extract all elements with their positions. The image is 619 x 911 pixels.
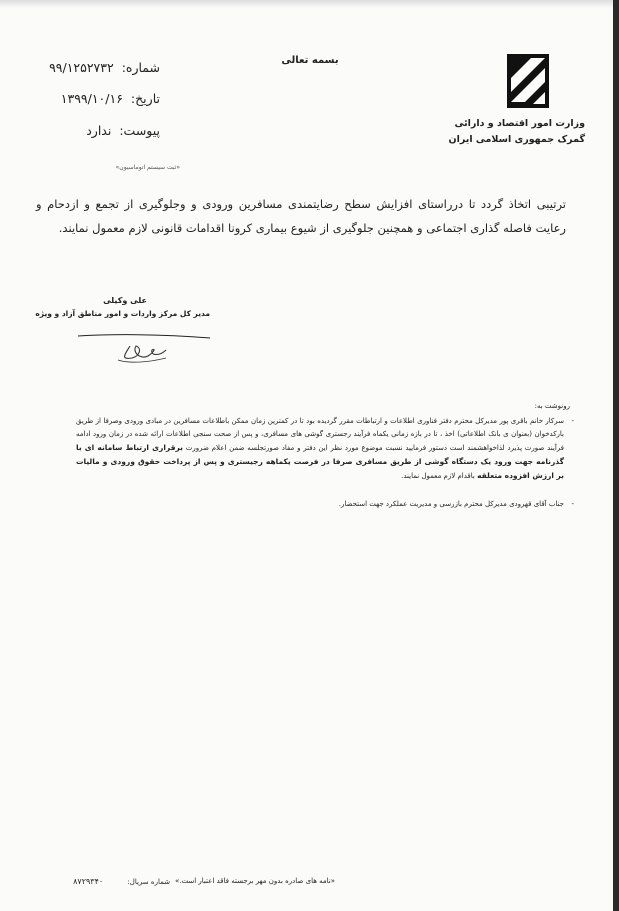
- letter-attachment-label: پیوست:: [119, 123, 160, 138]
- cc-heading: رونوشت به:: [534, 402, 570, 410]
- signatory-name: علی وکیلی: [103, 296, 147, 305]
- serial-label: شماره سریال:: [127, 878, 170, 886]
- basmala: بسمه تعالی: [281, 55, 339, 66]
- cc-item: [76, 498, 574, 511]
- letter-body: ترتیبی اتخاذ گردد تا درراستای افزایش سطح رضایتمندی مسافرین ورودی و وجلوگیری از تجمع و ازدحام و رعایت فاصله گذاری اجتماعی و همچنین جلوگیری از شیوع بیماری کرونا اقدامات قانونی لازم معمول نمایند.: [36, 197, 566, 235]
- cc-item: [76, 415, 574, 483]
- cc-item-text: سرکار خانم باقری پور مدیرکل محترم دفتر فناوری اطلاعات و ارتباطات مقرر گردیده بود تا در کمترین زمان ممکن باطلاعات مسافرین در مبادی ورودی وصرفا از طریق بارکدخوان (بعنوان ی بانک اطلاعاتی) اخذ ، تا در بازه زمانی یکماه فرآیند رجستری گوشی های مسافری، و پس از صحت سنجی اطلاعات ارائه شده در زمان ورود ادامه فرآیند صورت پذیرد لذاخواهشمند است دستور فرمایید نسبت موضوع مورد نظر این دفتر و مفاد صورتجلسه ضمن اعلام ضرورت: [76, 417, 565, 452]
- customs-logo-icon: [505, 52, 551, 110]
- ministry-heading: [440, 116, 585, 148]
- letter-attachment-value: ندارد: [86, 123, 112, 138]
- list-bullet: -: [571, 500, 574, 508]
- list-bullet: -: [571, 417, 574, 425]
- letter-number-label: شماره:: [121, 60, 160, 75]
- serial-value: ۸۷۲۹۳۴۰: [73, 877, 104, 886]
- footer-serial: [60, 877, 170, 886]
- letter-number-value: ۹۹/۱۲۵۲۷۳۲: [49, 60, 114, 75]
- letter-date: [30, 91, 160, 106]
- ministry-name: وزارت امور اقتصاد و دارائی: [454, 118, 585, 129]
- top-shadow: [0, 0, 613, 8]
- handwritten-signature: [70, 322, 220, 366]
- footer-validity-note: «نامه های صادره بدون مهر برجسته فاقد اعتبار است.»: [175, 877, 335, 885]
- letter-number: [30, 60, 160, 75]
- letter-attachment: [30, 123, 160, 138]
- cc-item-closing: باقدام لازم معمول نمایند.: [401, 472, 475, 480]
- system-note: «ثبت سیستم اتوماسیون»: [115, 164, 180, 171]
- cc-item-emphasis: برقراری ارتباط سامانه ای با گذرنامه جهت ورود یک دستگاه گوشی از طریق مسافری صرفا در فرصت یکماهه رجیستری و پس از پرداخت حقوق ورودی و مالیات بر ارزش افزوده متعلقه: [76, 443, 564, 480]
- page-edge-shadow: [613, 0, 619, 911]
- customs-name: گمرک جمهوری اسلامی ایران: [448, 134, 585, 145]
- cc-item-text: جناب آقای قهرودی مدیرکل محترم بازرسی و مدیریت عملکرد جهت استحضار.: [338, 500, 564, 508]
- letter-date-label: تاریخ:: [130, 91, 160, 106]
- signatory-title: مدیر کل مرکز واردات و امور مناطق آزاد و ویژه: [35, 309, 210, 318]
- letter-date-value: ۱۳۹۹/۱۰/۱۶: [60, 91, 123, 106]
